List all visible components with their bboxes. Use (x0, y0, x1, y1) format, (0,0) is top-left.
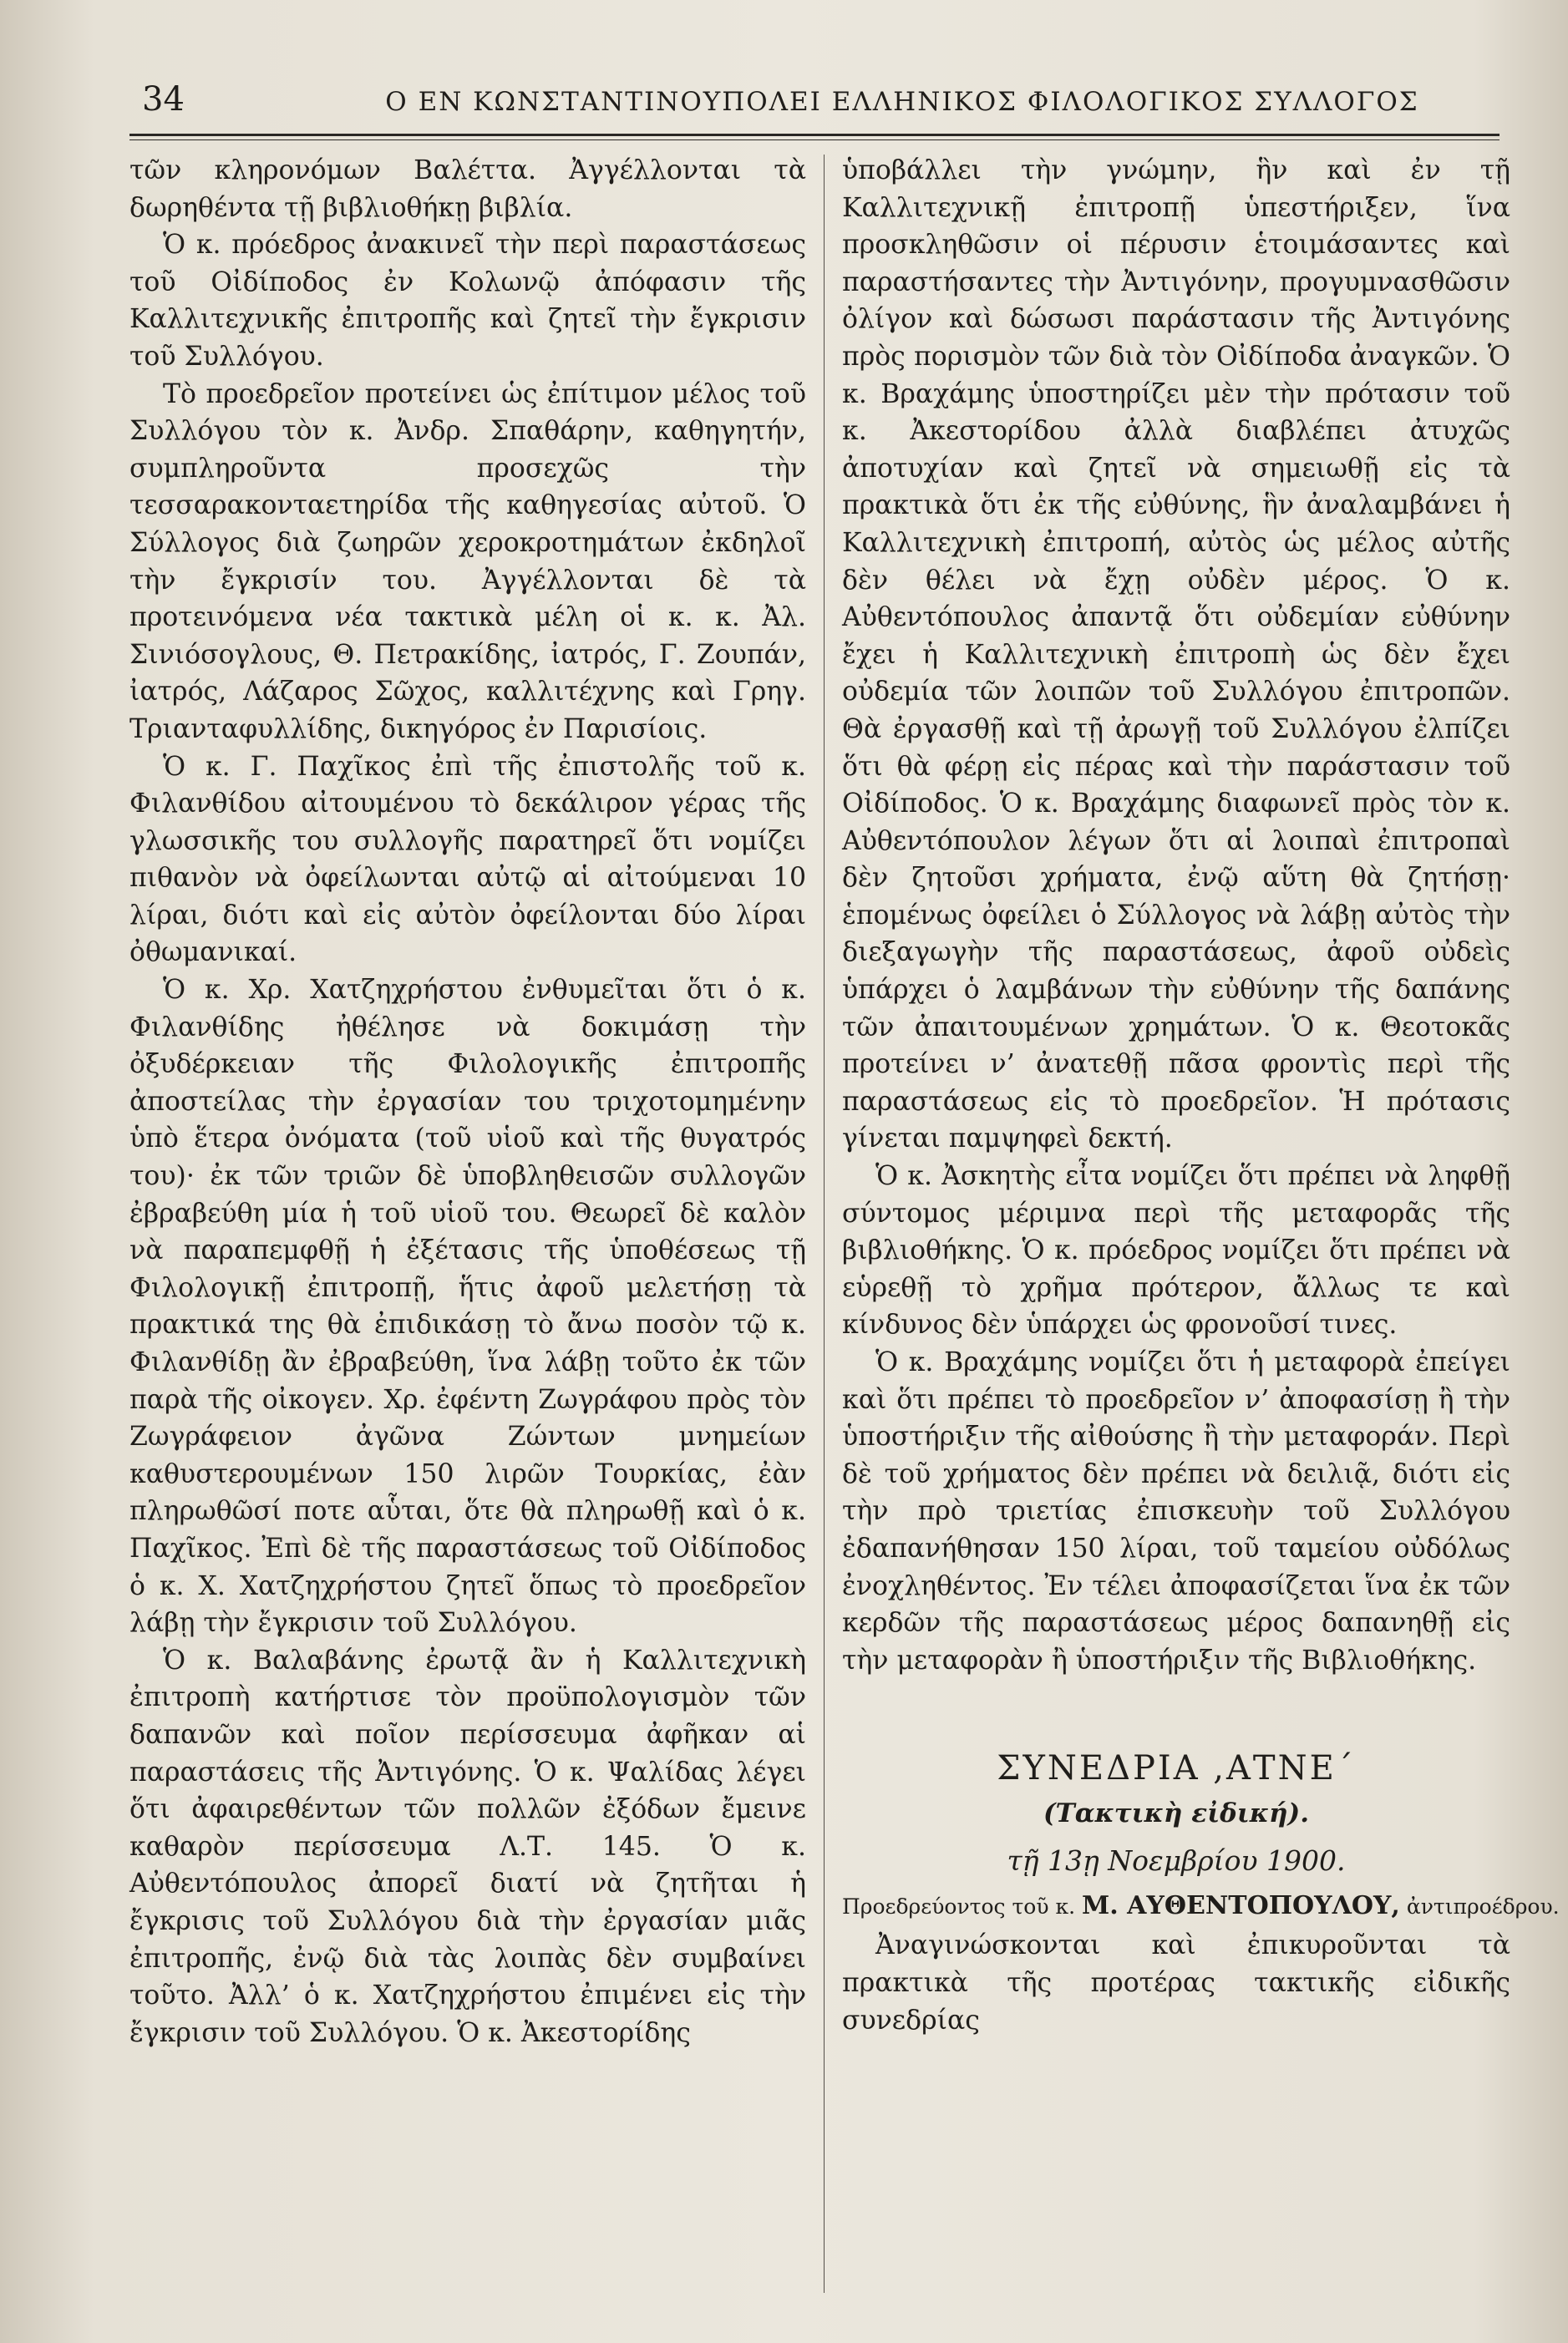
session-title: ΣΥΝΕΔΡΙΑ ,ΑΤΝΕ΄ (997, 1749, 1356, 1788)
running-head: Ο ΕΝ ΚΩΝΣΤΑΝΤΙΝΟΥΠΟΛΕΙ ΕΛΛΗΝΙΚΟΣ ΦΙΛΟΛΟΓΙΚΟΣ ΣΥΛΛΟΓΟΣ (385, 87, 1419, 117)
presiding-suffix: ἀντιπροέδρου. (1406, 1894, 1560, 1920)
paragraph: Ὁ κ. Γ. Παχῖκος ἐπὶ τῆς ἐπιστολῆς τοῦ κ. Φιλανθίδου αἰτουμένου τὸ δεκάλιρον γέρας τῆς γλωσσικῆς του συλλογῆς παρατηρεῖ ὅτι νομίζει πιθανὸν νὰ ὀφείλωνται αὐτῷ αἱ αἰτούμεναι 10 λίραι, διότι καὶ εἰς αὐτὸν ὀφείλονται δύο λίραι ὀθωμανικαί. (129, 751, 806, 968)
header-rule (129, 134, 1499, 136)
page-header (142, 80, 1512, 130)
paragraph: Ὁ κ. Βραχάμης νομίζει ὅτι ἡ μεταφορὰ ἐπείγει καὶ ὅτι πρέπει τὸ προεδρεῖον ν’ ἀποφασίσῃ ἢ τὴν ὑποστήριξιν τῆς αἰθούσης ἢ τὴν μεταφοράν. Περὶ δὲ τοῦ χρήματος δὲν πρέπει νὰ δειλιᾷ, διότι εἰς τὴν πρὸ τριετίας ἐπισκευὴν τοῦ Συλλόγου ἐδαπανήθησαν 150 λίραι, τοῦ ταμείου οὐδόλως ἐνοχληθέντος. Ἐν τέλει ἀποφασίζεται ἵνα ἐκ τῶν κερδῶν τῆς παραστάσεως μέρος δαπανηθῇ εἰς τὴν μεταφορὰν ἢ ὑποστήριξιν τῆς Βιβλιοθήκης. (842, 1347, 1510, 1676)
presiding-name: Μ. ΑΥΘΕΝΤΟΠΟΥΛΟΥ, (1082, 1891, 1400, 1921)
presiding-line (842, 1886, 1560, 1927)
paragraph: Ἀναγινώσκονται καὶ ἐπικυροῦνται τὰ πρακτικὰ τῆς προτέρας τακτικῆς εἰδικῆς συνεδρίας (842, 1930, 1510, 2036)
presiding-prefix: Προεδρεύοντος τοῦ κ. (842, 1894, 1076, 1920)
right-column (842, 152, 1560, 2290)
paragraph: ὑποβάλλει τὴν γνώμην, ἣν καὶ ἐν τῇ Καλλιτεχνικῇ ἐπιτροπῇ ὑπεστήριξεν, ἵνα προσκληθῶσιν οἱ πέρυσιν ἑτοιμάσαντες καὶ παραστήσαντες τὴν Ἀντιγόνην, προγυμνασθῶσιν ὀλίγον καὶ δώσωσι παράστασιν τῆς Ἀντιγόνης πρὸς πορισμὸν τῶν διὰ τὸν Οἰδίποδα ἀναγκῶν. Ὁ κ. Βραχάμης ὑποστηρίζει μὲν τὴν πρότασιν τοῦ κ. Ἀκεστορίδου ἀλλὰ διαβλέπει ἀτυχῶς ἀποτυχίαν καὶ ζητεῖ νὰ σημειωθῇ εἰς τὰ πρακτικὰ ὅτι ἐκ τῆς εὐθύνης, ἣν ἀναλαμβάνει ἡ Καλλιτεχνικὴ ἐπιτροπή, αὐτὸς ὡς μέλος αὐτῆς δὲν θέλει νὰ ἔχῃ οὐδὲν μέρος. Ὁ κ. Αὐθεντόπουλος ἀπαντᾷ ὅτι οὐδεμίαν εὐθύνην ἔχει ἡ Καλλιτεχνικὴ ἐπιτροπὴ ὡς δὲν ἔχει οὐδεμία τῶν λοιπῶν τοῦ Συλλόγου ἐπιτροπῶν. Θὰ ἐργασθῇ καὶ τῇ ἀρωγῇ τοῦ Συλλόγου ἐλπίζει ὅτι θὰ φέρῃ εἰς πέρας καὶ τὴν παράστασιν τοῦ Οἰδίποδος. Ὁ κ. Βραχάμης διαφωνεῖ πρὸς τὸν κ. Αὐθεντόπουλον λέγων ὅτι αἱ λοιπαὶ ἐπιτροπαὶ δὲν ζητοῦσι χρήματα, ἐνῷ αὕτη θὰ ζητήσῃ· ἑπομένως ὀφείλει ὁ Σύλλογος νὰ λάβῃ αὐτὸς τὴν διεξαγωγὴν τῆς παραστάσεως, ἀφοῦ οὐδεὶς ὑπάρχει ὁ λαμβάνων τὴν εὐθύνην τῆς δαπάνης τῶν ἀπαιτουμένων χρημάτων. Ὁ κ. Θεοτοκᾶς προτείνει ν’ ἀνατεθῇ πᾶσα φροντὶς περὶ τῆς παραστάσεως εἰς τὸ προεδρεῖον. Ἡ πρότασις γίνεται παμψηφεὶ δεκτή. (842, 155, 1510, 1154)
column-divider (824, 155, 825, 2293)
paragraph: Ὁ κ. Βαλαβάνης ἐρωτᾷ ἂν ἡ Καλλιτεχνικὴ ἐπιτροπὴ κατήρτισε τὸν προϋπολογισμὸν τῶν δαπανῶν καὶ ποῖον περίσσευμα ἀφῆκαν αἱ παραστάσεις τῆς Ἀντιγόνης. Ὁ κ. Ψαλίδας λέγει ὅτι ἀφαιρεθέντων τῶν πολλῶν ἐξόδων ἔμεινε καθαρὸν περίσσευμα Λ.Τ. 145. Ὁ κ. Αὐθεντόπουλος ἀπορεῖ διατί νὰ ζητῆται ἡ ἔγκρισις τοῦ Συλλόγου διὰ τὴν ἐργασίαν μιᾶς ἐπιτροπῆς, ἐνῷ διὰ τὰς λοιπὰς δὲν συμβαίνει τοῦτο. Ἀλλ’ ὁ κ. Χατζηχρήστου ἐπιμένει εἰς τὴν ἔγκρισιν τοῦ Συλλόγου. Ὁ κ. Ἀκεστορίδης (129, 1645, 806, 2048)
paragraph: τῶν κληρονόμων Βαλέττα. Ἀγγέλλονται τὰ δωρηθέντα τῇ βιβλιοθήκῃ βιβλία. (129, 155, 806, 223)
left-column (129, 152, 806, 2290)
paragraph: Ὁ κ. Ἀσκητὴς εἶτα νομίζει ὅτι πρέπει νὰ ληφθῇ σύντομος μέριμνα περὶ τῆς μεταφορᾶς τῆς βιβλιοθήκης. Ὁ κ. πρόεδρος νομίζει ὅτι πρέπει νὰ εὑρεθῇ τὸ χρῆμα πρότερον, ἄλλως τε καὶ κίνδυνος δὲν ὑπάρχει ὡς φρονοῦσί τινες. (842, 1161, 1510, 1341)
paragraph: Τὸ προεδρεῖον προτείνει ὡς ἐπίτιμον μέλος τοῦ Συλλόγου τὸν κ. Ἀνδρ. Σπαθάρην, καθηγητήν, συμπληροῦντα προσεχῶς τὴν τεσσαρακονταετηρίδα τῆς καθηγεσίας αὐτοῦ. Ὁ Σύλλογος διὰ ζωηρῶν χεροκροτημάτων ἐκδηλοῖ τὴν ἔγκρισίν του. Ἀγγέλλονται δὲ τὰ προτεινόμενα νέα τακτικὰ μέλη οἱ κ. κ. Ἀλ. Σινιόσογλους, Θ. Πετρακίδης, ἰατρός, Γ. Ζουπάν, ἰατρός, Λάζαρος Σῶχος, καλλιτέχνης καὶ Γρηγ. Τριανταφυλλίδης, δικηγόρος ἐν Παρισίοις. (129, 378, 806, 744)
paragraph: Ὁ κ. Χρ. Χατζηχρήστου ἐνθυμεῖται ὅτι ὁ κ. Φιλανθίδης ἠθέλησε νὰ δοκιμάσῃ τὴν ὀξυδέρκειαν τῆς Φιλολογικῆς ἐπιτροπῆς ἀποστείλας τὴν ἐργασίαν του τριχοτομημένην ὑπὸ ἕτερα ὀνόματα (τοῦ υἱοῦ καὶ τῆς θυγατρός του)· ἐκ τῶν τριῶν δὲ ὑποβληθεισῶν συλλογῶν ἐβραβεύθη μία ἡ τοῦ υἱοῦ του. Θεωρεῖ δὲ καλὸν νὰ παραπεμφθῇ ἡ ἐξέτασις τῆς ὑποθέσεως τῇ Φιλολογικῇ ἐπιτροπῇ, ἥτις ἀφοῦ μελετήσῃ τὰ πρακτικά της θὰ ἐπιδικάσῃ τὸ ἄνω ποσὸν τῷ κ. Φιλανθίδῃ ἂν ἐβραβεύθη, ἵνα λάβῃ τοῦτο ἐκ τῶν παρὰ τῆς οἰκογεν. Χρ. ἐφέντη Ζωγράφου πρὸς τὸν Ζωγράφειον ἀγῶνα Ζώντων μνημείων καθυστερουμένων 150 λιρῶν Τουρκίας, ἐὰν πληρωθῶσί ποτε αὗται, ὅτε θὰ πληρωθῇ καὶ ὁ κ. Παχῖκος. Ἐπὶ δὲ τῆς παραστάσεως τοῦ Οἰδίποδος ὁ κ. Χ. Χατζηχρήστου ζητεῖ ὅπως τὸ προεδρεῖον λάβῃ τὴν ἔγκρισιν τοῦ Συλλόγου. (129, 975, 806, 1639)
header-rule-thin (129, 139, 1499, 140)
page-number: 34 (142, 80, 185, 119)
session-date: τῇ 13ῃ Νοεμβρίου 1900. (1007, 1844, 1346, 1878)
paragraph: Ὁ κ. πρόεδρος ἀνακινεῖ τὴν περὶ παραστάσεως τοῦ Οἰδίποδος ἐν Κολωνῷ ἀπόφασιν τῆς Καλλιτεχνικῆς ἐπιτροπῆς καὶ ζητεῖ τὴν ἔγκρισιν τοῦ Συλλόγου. (129, 230, 806, 372)
session-type: (Τακτικὴ εἰδική). (1043, 1798, 1309, 1829)
